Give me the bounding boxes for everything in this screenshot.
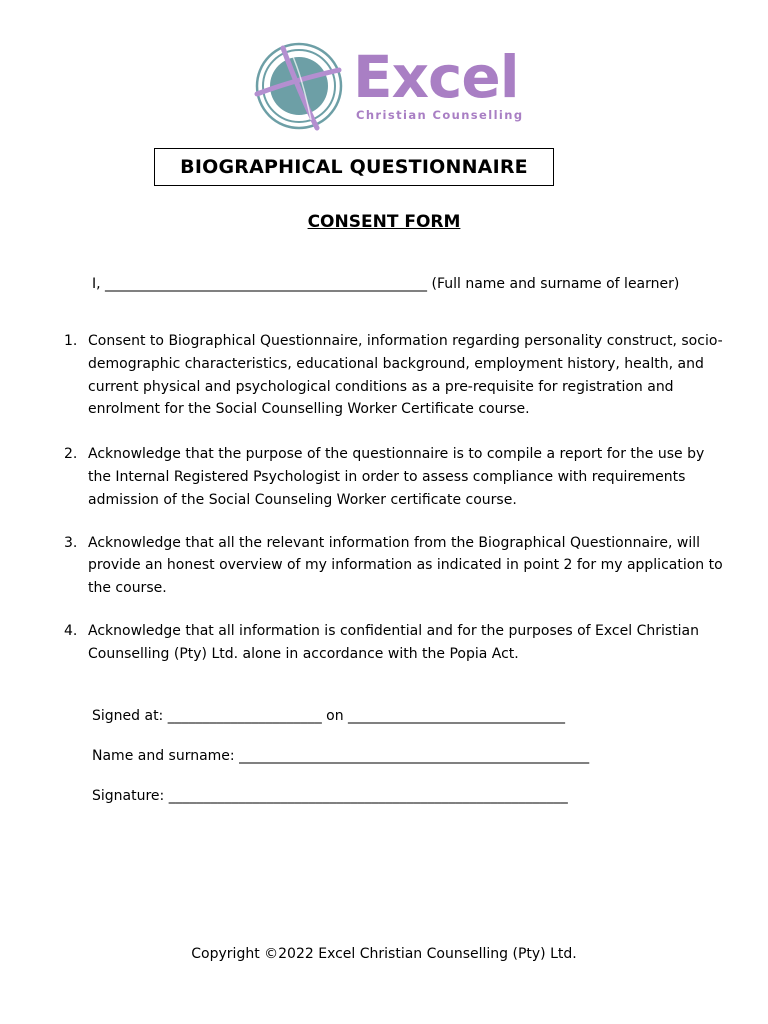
learner-name-line[interactable]: I, ______________________________________________ (Full name and surname of learner)	[92, 276, 680, 292]
consent-item-text: Acknowledge that all information is confidential and for the purposes of Excel Christian Counselling (Pty) Ltd. alone in accordance with the Popia Act.	[88, 622, 699, 662]
document-title: BIOGRAPHICAL QUESTIONNAIRE	[180, 156, 528, 178]
consent-item-text: Consent to Biographical Questionnaire, information regarding personality construct, socio-demographic characteristics, educational background, employment history, health, and current physical and psychological conditions as a pre-requisite for registration and enrolment for the Social Counselling Worker Certificate course.	[88, 333, 723, 418]
logo-brand-name: Excel	[353, 43, 519, 111]
consent-item-number: 2.	[64, 446, 78, 463]
company-logo	[253, 40, 523, 132]
consent-item	[64, 620, 724, 666]
document-title-box	[154, 148, 554, 186]
logo-tagline: Christian Counselling	[356, 108, 524, 122]
cross-globe-icon	[253, 40, 345, 132]
name-surname-line[interactable]: Name and surname: __________________________________________________	[92, 748, 590, 764]
consent-item-number: 4.	[64, 622, 78, 639]
copyright-footer: Copyright ©2022 Excel Christian Counselling (Pty) Ltd.	[191, 946, 577, 962]
signed-at-line[interactable]: Signed at: ______________________ on _______________________________	[92, 708, 566, 724]
signature-line[interactable]: Signature: _________________________________________________________	[92, 788, 568, 804]
document-subtitle: CONSENT FORM	[307, 212, 461, 232]
consent-item-text: Acknowledge that the purpose of the questionnaire is to compile a report for the use by the Internal Registered Psychologist in order to assess compliance with requirements admission of the Social Counseling Worker certificate course.	[88, 446, 705, 508]
consent-list	[64, 330, 724, 666]
consent-item-number: 1.	[64, 333, 78, 349]
consent-item	[64, 443, 724, 511]
consent-item-text: Acknowledge that all the relevant information from the Biographical Questionnaire, will provide an honest overview of my information as indicated in point 2 for my application to the course.	[88, 534, 723, 597]
consent-item	[64, 532, 724, 600]
consent-item-number: 3.	[64, 534, 78, 551]
consent-item	[64, 330, 724, 421]
